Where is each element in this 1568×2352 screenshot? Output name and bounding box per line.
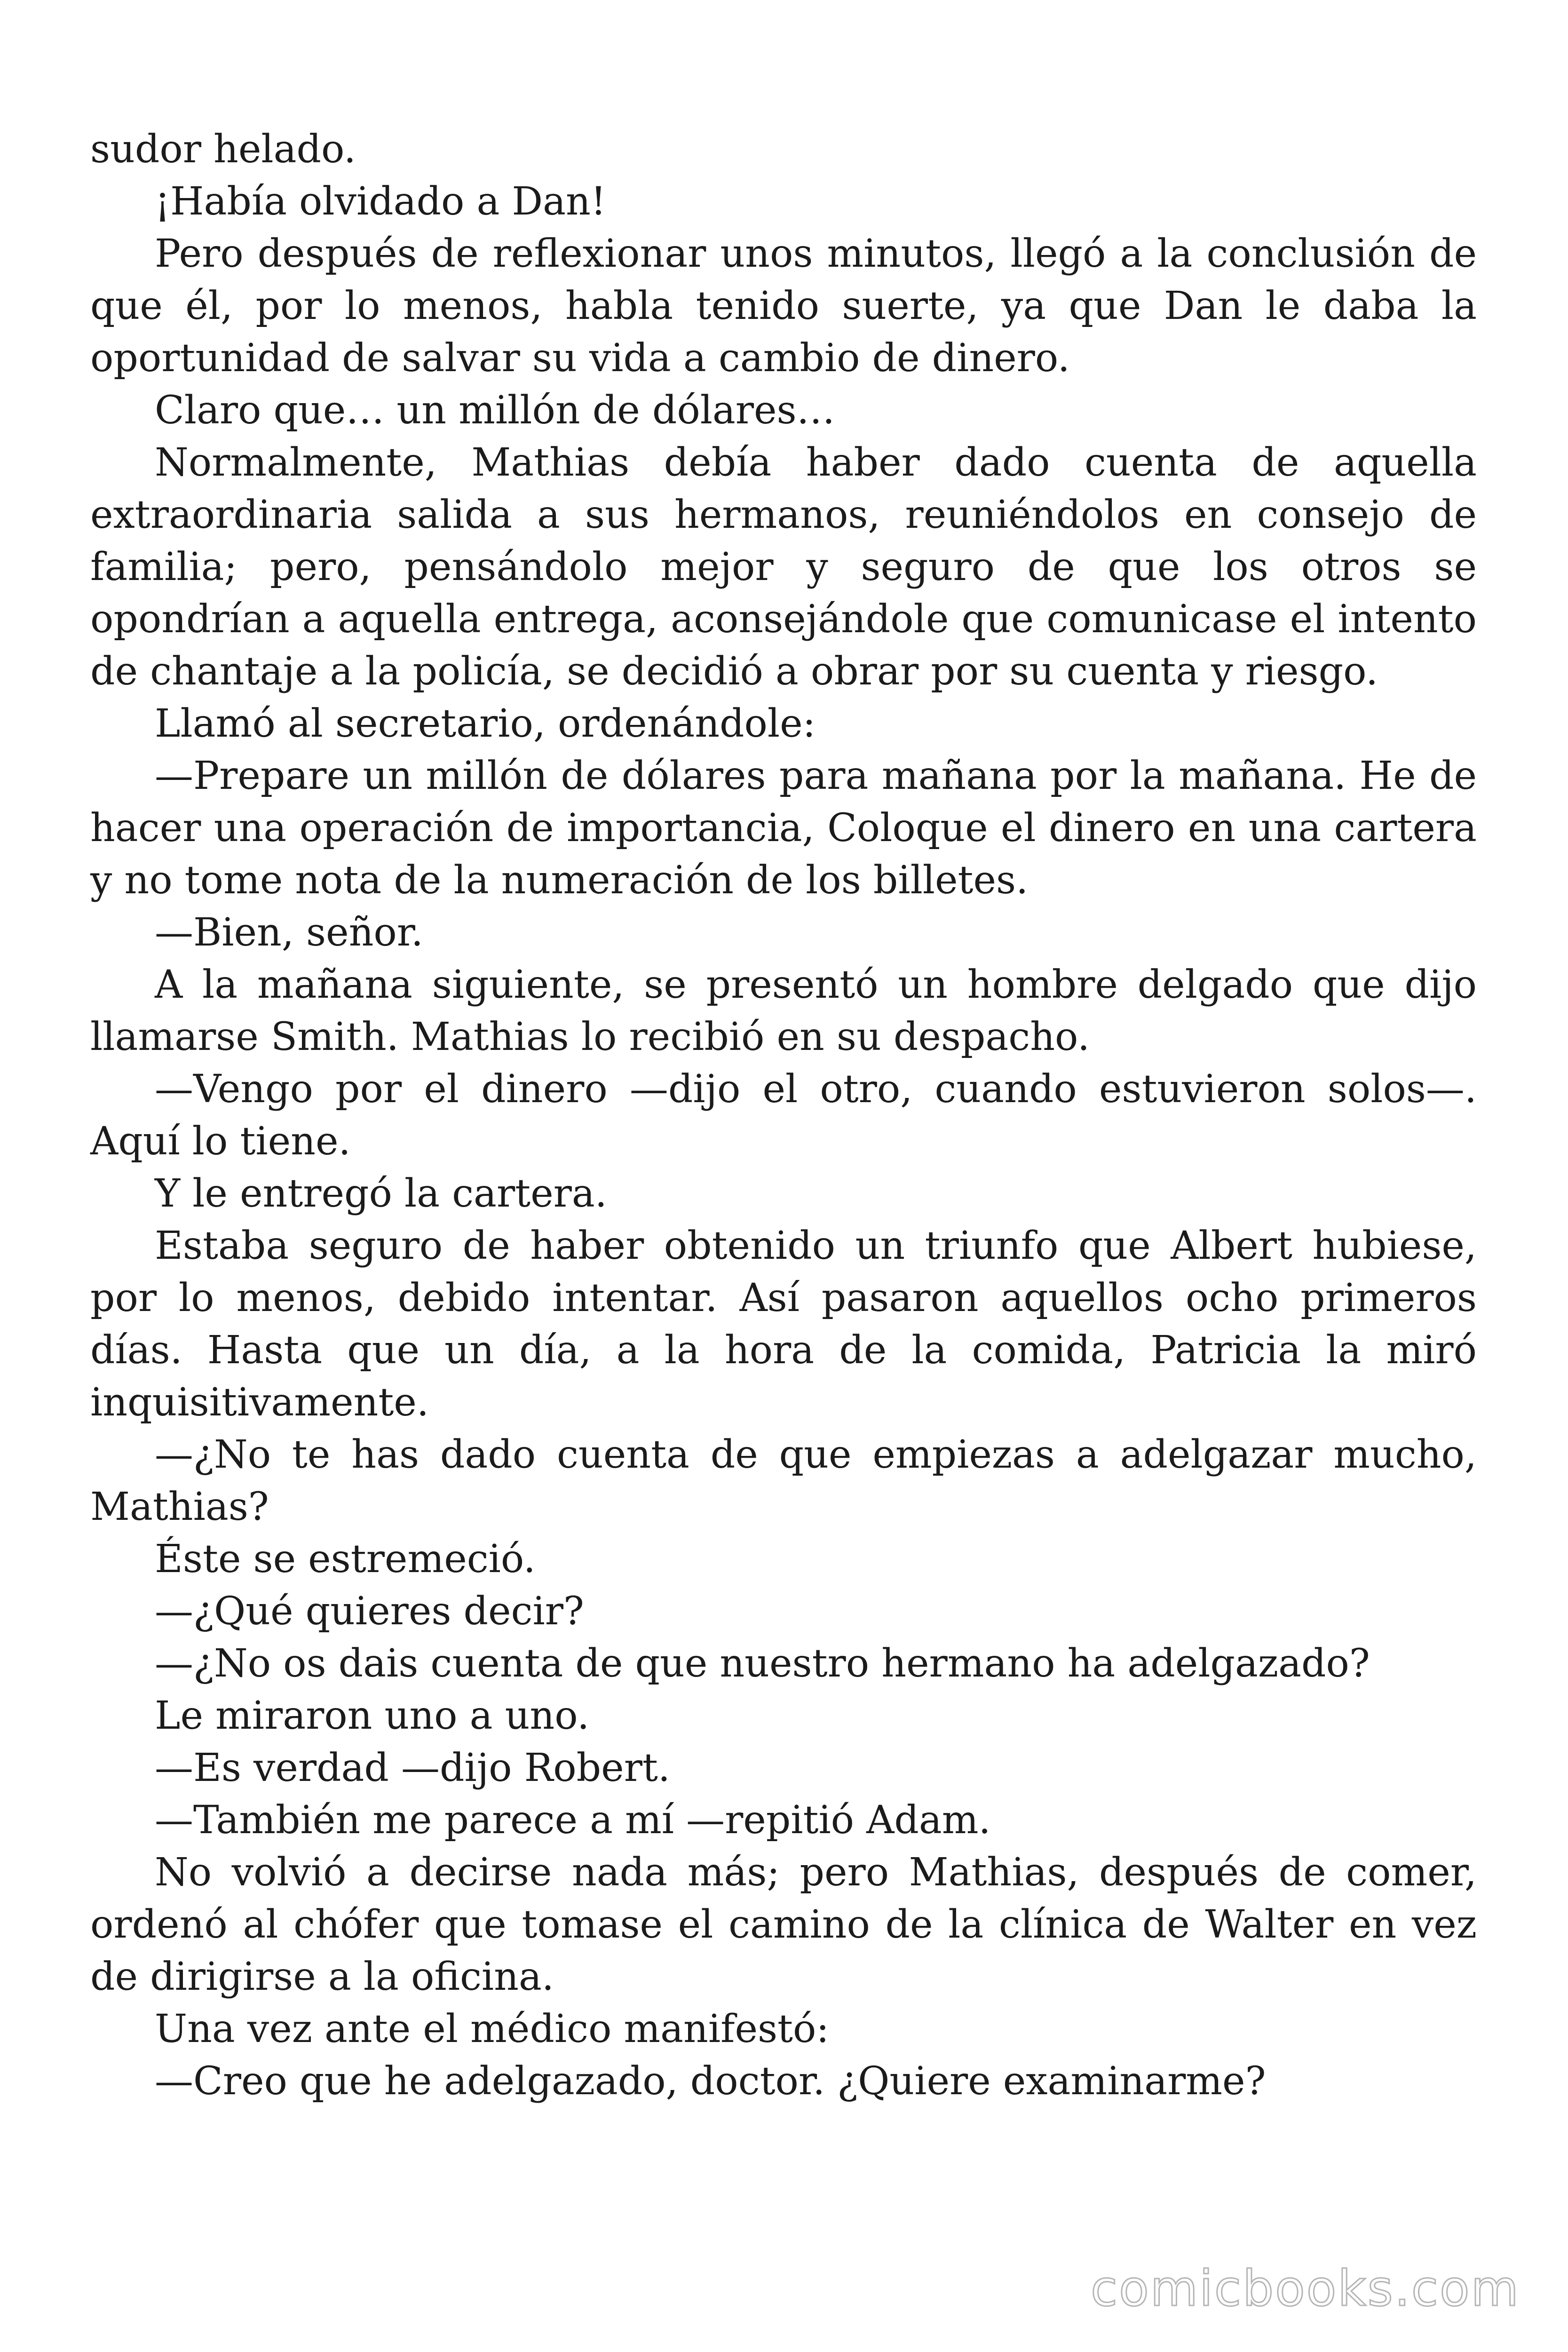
paragraph: —Vengo por el dinero —dijo el otro, cuando estuvieron solos—. Aquí lo tiene. [90, 1067, 1477, 1164]
paragraph: Estaba seguro de haber obtenido un triunfo que Albert hubiese, por lo menos, debido intentar. Así pasaron aquellos ocho primeros días. Hasta que un día, a la hora de la comida, Patricia la miró inquisitivamente. [90, 1224, 1477, 1425]
paragraph: Una vez ante el médico manifestó: [155, 2007, 829, 2051]
paragraph: Pero después de reflexionar unos minutos, llegó a la conclusión de que él, por lo menos, habla tenido suerte, ya que Dan le daba la oportunidad de salvar su vida a cambio de dinero. [90, 231, 1477, 381]
paragraph: —Prepare un millón de dólares para mañana por la mañana. He de hacer una operación de importancia, Coloque el dinero en una cartera y no tome nota de la numeración de los billetes. [90, 754, 1477, 903]
paragraph: A la mañana siguiente, se presentó un hombre delgado que dijo llamarse Smith. Mathias lo recibió en su despacho. [90, 962, 1477, 1059]
paragraph: Normalmente, Mathias debía haber dado cuenta de aquella extraordinaria salida a sus hermanos, reuniéndolos en consejo de familia; pero, pensándolo mejor y seguro de que los otros se opondrían a aquella entrega, aconsejándole que comunicase el intento de chantaje a la policía, se decidió a obrar por su cuenta y riesgo. [90, 440, 1477, 694]
paragraph: Claro que… un millón de dólares… [155, 388, 835, 433]
paragraph: Y le entregó la cartera. [155, 1171, 607, 1216]
paragraph: —¿No os dais cuenta de que nuestro hermano ha adelgazado? [155, 1641, 1370, 1686]
paragraph-continuation: sudor helado. [90, 127, 356, 172]
body-text [90, 123, 1477, 2107]
paragraph: —Es verdad —dijo Robert. [155, 1746, 670, 1790]
watermark: comicbooks.com [1090, 2260, 1520, 2317]
paragraph: No volvió a decirse nada más; pero Mathias, después de comer, ordenó al chófer que tomase el camino de la clínica de Walter en vez de dirigirse a la oficina. [90, 1850, 1477, 1999]
paragraph: Le miraron uno a uno. [155, 1693, 590, 1738]
paragraph: —Creo que he adelgazado, doctor. ¿Quiere examinarme? [155, 2059, 1266, 2104]
paragraph: —Bien, señor. [155, 910, 423, 955]
paragraph: Éste se estremeció. [155, 1537, 536, 1581]
paragraph: —¿No te has dado cuenta de que empiezas a adelgazar mucho, Mathias? [90, 1432, 1477, 1529]
paragraph: Llamó al secretario, ordenándole: [155, 701, 816, 746]
paragraph: —¿Qué quieres decir? [155, 1589, 584, 1634]
paragraph: ¡Había olvidado a Dan! [155, 179, 606, 224]
paragraph: —También me parece a mí —repitió Adam. [155, 1798, 991, 1843]
